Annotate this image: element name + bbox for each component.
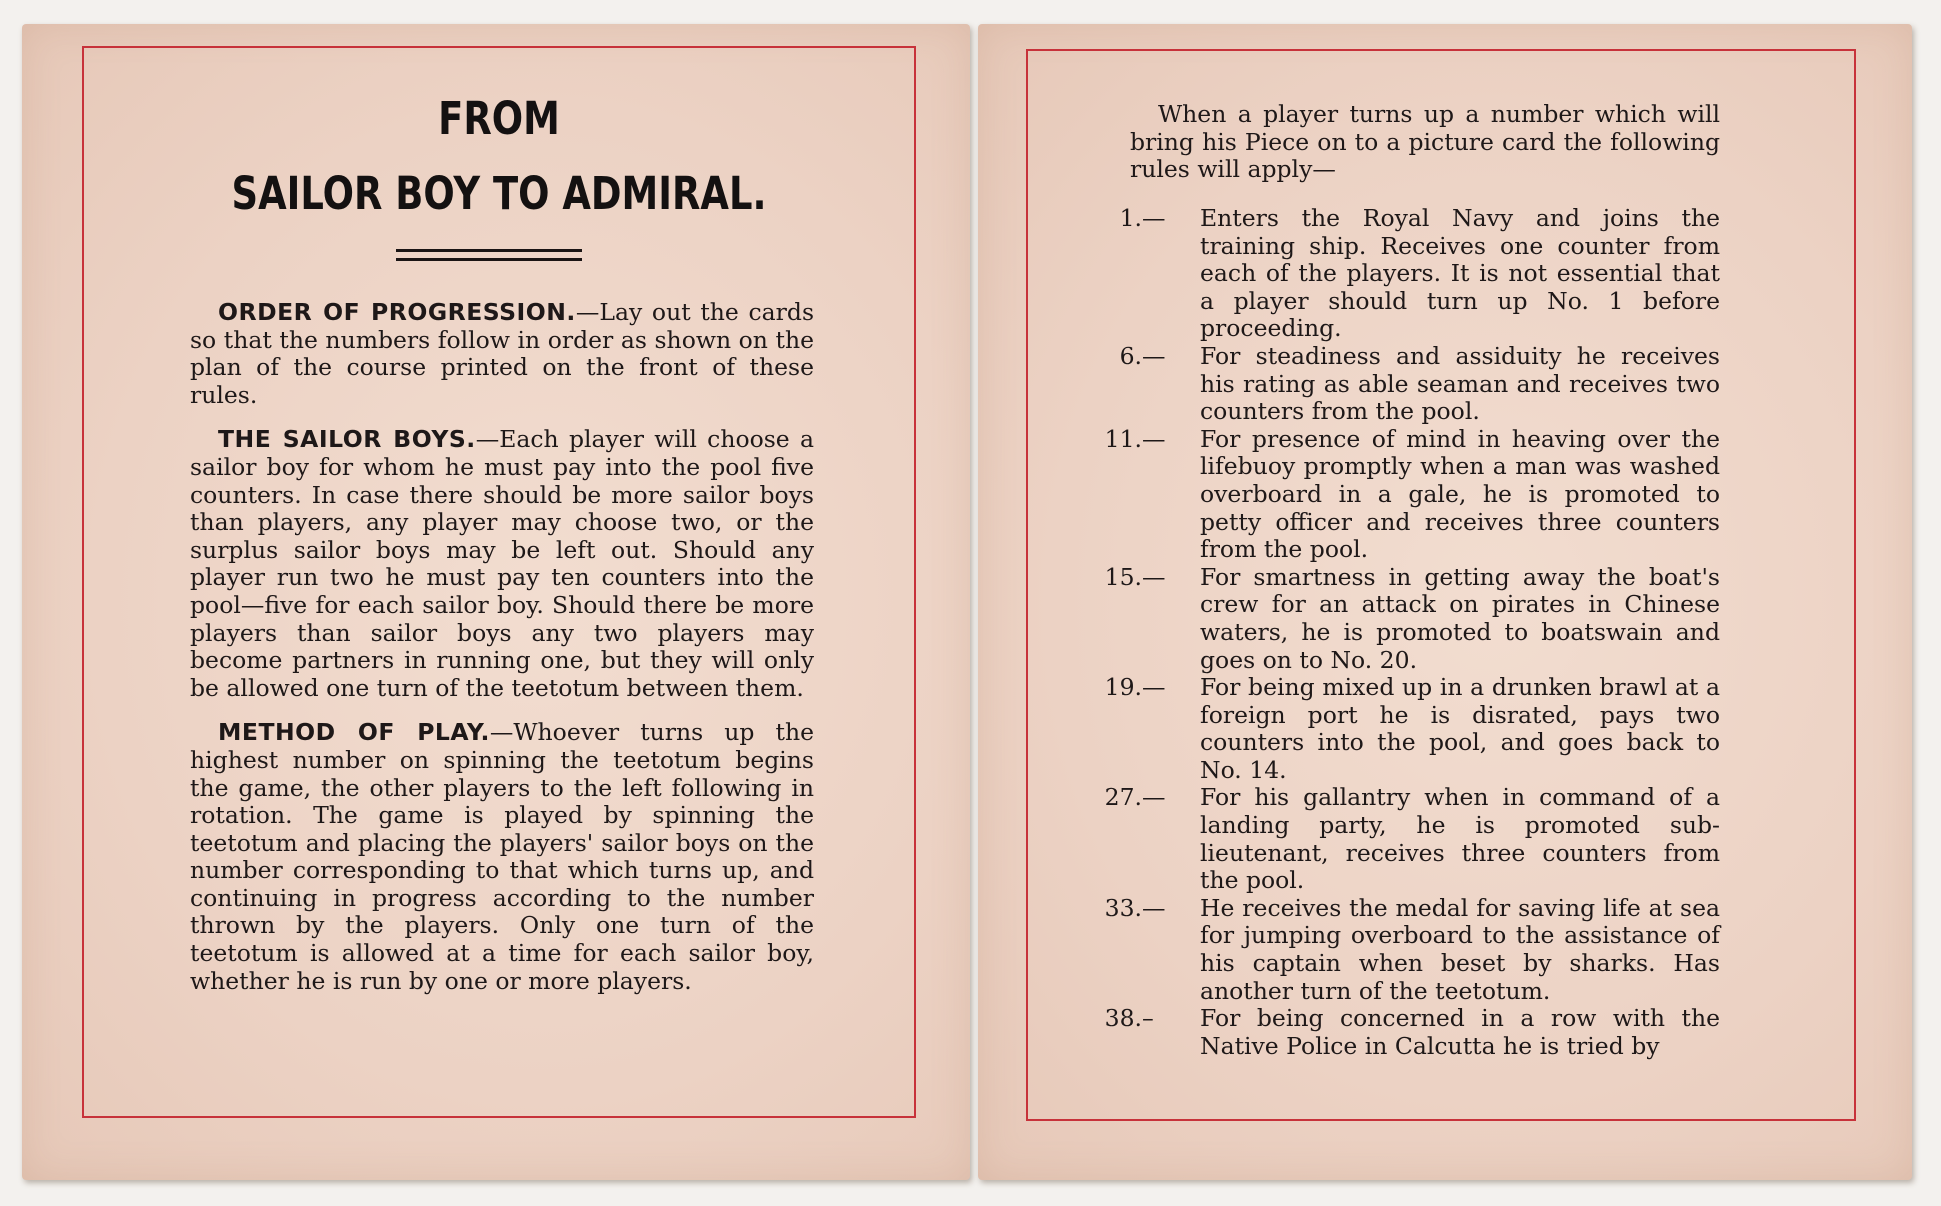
rule-dash: — (1142, 424, 1166, 453)
rule-item (1074, 564, 1720, 674)
rule-number: 19. (1104, 673, 1142, 702)
title-divider-bottom (396, 258, 582, 261)
rule-item (1074, 674, 1720, 784)
section-order-of-progression (190, 299, 814, 409)
rule-dash: — (1142, 673, 1166, 702)
rule-dash: — (1142, 893, 1166, 922)
rule-text: For steadiness and assiduity he receives his rating as able seaman and receives two counters from the pool. (1200, 341, 1720, 426)
picture-card-rules-list (1074, 205, 1720, 1060)
rule-number: 11. (1104, 424, 1142, 453)
rule-text: For smartness in getting away the boat's crew for an attack on pirates in Chinese waters, he is promoted to boatswain and goes on to No. 20. (1200, 562, 1720, 674)
rule-number: 38. (1104, 1004, 1142, 1033)
section-text: —Each player will choose a sailor boy for whom he must pay into the pool five counters. In case there should be more sailor boys than players, any player may choose two, or the surplus sailor boys may be left out. Should any player run two he must pay ten counters into the pool—five for each sailor boy. Should there be more players than sailor boys any two players may become partners in running one, but they will only be allowed one turn of the teetotum between them. (190, 425, 814, 702)
title-line-from: FROM (438, 92, 560, 145)
rule-number: 15. (1104, 562, 1142, 591)
rule-text: For his gallantry when in command of a landing party, he is promoted sub-lieutenant, receives three counters from the pool. (1200, 783, 1720, 895)
rule-number: 27. (1104, 783, 1142, 812)
rule-text: He receives the medal for saving life at sea for jumping overboard to the assistance of his captain when beset by sharks. Has another turn of the teetotum. (1200, 893, 1720, 1005)
rule-dash: — (1142, 204, 1166, 232)
rule-number: 1. (1119, 204, 1142, 232)
section-heading: METHOD OF PLAY. (218, 718, 490, 747)
section-text: —Lay out the cards so that the numbers follow in order as shown on the plan of the course printed on the front of these rules. (190, 298, 814, 409)
rule-text: For being mixed up in a drunken brawl at a foreign port he is disrated, pays two counters into the pool, and goes back to No. 14. (1200, 673, 1720, 784)
right-page (978, 24, 1912, 1180)
rule-number: 6. (1119, 341, 1142, 370)
rule-item (1074, 205, 1720, 343)
rule-item (1074, 426, 1720, 564)
rule-number: 33. (1104, 893, 1142, 922)
rule-dash: — (1142, 341, 1166, 370)
section-method-of-play (190, 719, 814, 995)
rule-item (1074, 343, 1720, 426)
rule-text: Enters the Royal Navy and joins the training ship. Receives one counter from each of the players. It is not essential that a player should turn up No. 1 before proceeding. (1200, 204, 1720, 343)
rule-dash: — (1142, 783, 1166, 812)
left-page (22, 24, 970, 1180)
section-heading: THE SAILOR BOYS. (218, 425, 476, 454)
title-divider-top (396, 249, 582, 252)
picture-card-intro: When a player turns up a number which will bring his Piece on to a picture card the following rules will apply— (1130, 100, 1720, 184)
section-sailor-boys (190, 426, 814, 702)
rule-dash: — (1142, 562, 1166, 591)
rule-text: For being concerned in a row with the Native Police in Calcutta he is tried by (1200, 1004, 1720, 1060)
rule-text: For presence of mind in heaving over the lifebuoy promptly when a man was washed overboard in a gale, he is promoted to petty officer and receives three counters from the pool. (1200, 424, 1720, 564)
rule-item (1074, 784, 1720, 894)
section-heading: ORDER OF PROGRESSION. (218, 298, 576, 326)
rule-dash: – (1142, 1004, 1154, 1033)
title-line-main: SAILOR BOY TO ADMIRAL. (231, 167, 767, 220)
rules-body (190, 299, 814, 995)
rule-item (1074, 1005, 1720, 1060)
section-text: —Whoever turns up the highest number on spinning the teetotum begins the game, the other players to the left following in rotation. The game is played by spinning the teetotum and placing the players' sailor boys on the number corresponding to that which turns up, and continuing in progress according to the number thrown by the players. Only one turn of the teetotum is allowed at a time for each sailor boy, whether he is run by one or more players. (190, 718, 815, 995)
rule-item (1074, 895, 1720, 1005)
